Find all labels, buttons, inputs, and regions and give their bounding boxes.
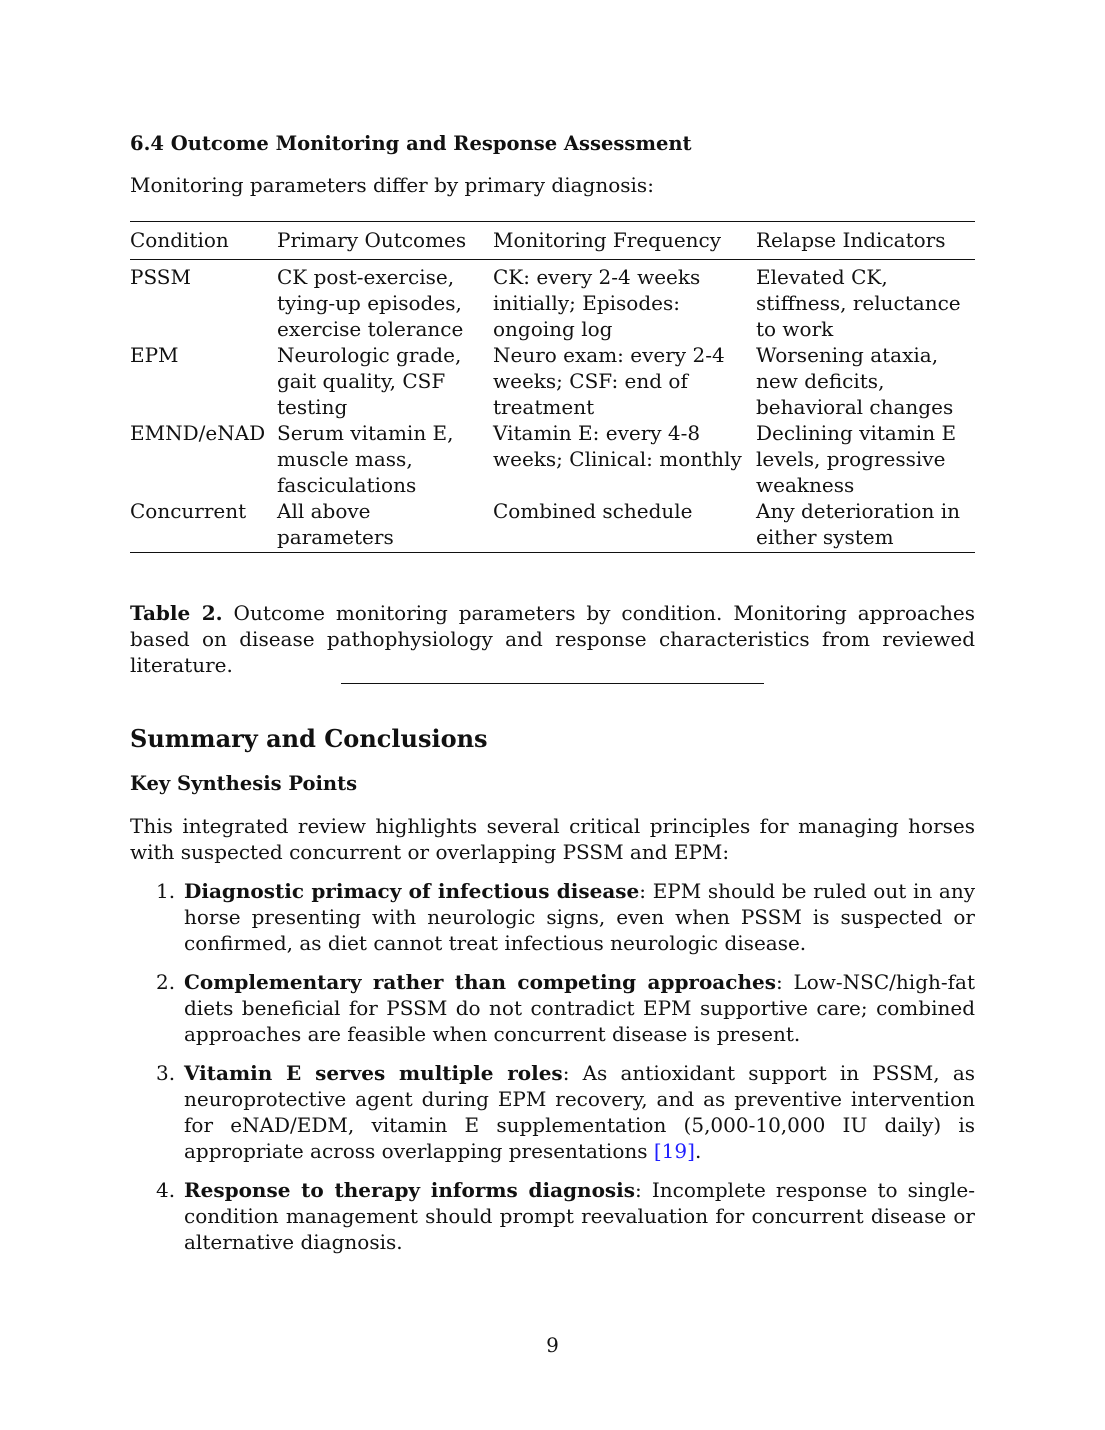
column-header-relapse-indicators: Relapse Indicators bbox=[756, 222, 975, 260]
column-header-monitoring-frequency: Monitoring Frequency bbox=[493, 222, 756, 260]
table-cell: All above parameters bbox=[277, 498, 493, 553]
table-cell: Elevated CK, stiffness, reluctance to work bbox=[756, 265, 961, 341]
table-cell: Worsening ataxia, new deficits, behavioral changes bbox=[756, 343, 954, 419]
table-row bbox=[130, 420, 975, 498]
point-heading: Complementary rather than competing approaches bbox=[184, 970, 776, 994]
caption-label: Table 2. bbox=[130, 601, 223, 625]
summary-paragraph: This integrated review highlights several critical principles for managing horses with suspected concurrent or overlapping PSSM and EPM: bbox=[130, 814, 975, 864]
table-cell: CK post-exercise, tying-up episodes, exercise tolerance bbox=[277, 265, 464, 341]
point-text: : EPM should be ruled out in any horse presenting with neurologic signs, even when PSSM is suspected or confirmed, as diet cannot treat infectious neurologic disease. bbox=[184, 879, 975, 955]
point-heading: Response to therapy informs diagnosis bbox=[184, 1178, 636, 1202]
point-text: : Incomplete response to single-condition management should prompt reevaluation for concurrent disease or alternative diagnosis. bbox=[184, 1178, 975, 1254]
section-title: Summary and Conclusions bbox=[130, 724, 488, 753]
column-header-primary-outcomes: Primary Outcomes bbox=[277, 222, 493, 260]
table-caption bbox=[130, 600, 975, 678]
table-cell: Vitamin E: every 4-8 weeks; Clinical: monthly bbox=[493, 421, 742, 471]
point-heading: Vitamin E serves multiple roles bbox=[184, 1061, 563, 1085]
point-text-end: . bbox=[694, 1139, 702, 1163]
table-cell: Concurrent bbox=[130, 498, 277, 553]
table-cell: PSSM bbox=[130, 265, 191, 289]
table-cell: EMND/eNAD bbox=[130, 421, 266, 445]
list-number: 4. bbox=[156, 1178, 176, 1202]
list-number: 2. bbox=[156, 970, 176, 994]
table-cell: CK: every 2-4 weeks initially; Episodes: ongoing log bbox=[493, 265, 701, 341]
intro-text: Monitoring parameters differ by primary diagnosis: bbox=[130, 173, 654, 197]
table-row bbox=[130, 260, 975, 343]
list-item bbox=[130, 1060, 975, 1164]
citation-link[interactable]: [19] bbox=[653, 1139, 695, 1163]
list-item bbox=[130, 878, 975, 956]
subsection-heading: Key Synthesis Points bbox=[130, 772, 358, 795]
table-row bbox=[130, 498, 975, 553]
caption-text: Outcome monitoring parameters by condition. Monitoring approaches based on disease pathophysiology and response characteristics from reviewed literature. bbox=[130, 601, 975, 677]
list-item bbox=[130, 969, 975, 1047]
table-cell: Serum vitamin E, muscle mass, fasciculations bbox=[277, 421, 454, 497]
list-item bbox=[130, 1177, 975, 1255]
table-cell: Neuro exam: every 2-4 weeks; CSF: end of treatment bbox=[493, 343, 725, 419]
table-cell: Any deterioration in either system bbox=[756, 498, 975, 553]
table-header-row bbox=[130, 222, 975, 260]
table-cell: Combined schedule bbox=[493, 498, 756, 553]
synthesis-points-list bbox=[130, 878, 975, 1268]
point-text: : Low-NSC/high-fat diets beneficial for PSSM do not contradict EPM supportive care; combined approaches are feasible when concurrent disease is present. bbox=[184, 970, 975, 1046]
section-divider bbox=[341, 683, 764, 684]
table-cell: Declining vitamin E levels, progressive weakness bbox=[756, 421, 957, 497]
point-heading: Diagnostic primacy of infectious disease bbox=[184, 879, 640, 903]
column-header-condition: Condition bbox=[130, 222, 277, 260]
page-number: 9 bbox=[546, 1333, 559, 1357]
table-row bbox=[130, 342, 975, 420]
list-number: 1. bbox=[156, 879, 176, 903]
point-text: : As antioxidant support in PSSM, as neuroprotective agent during EPM recovery, and as preventive intervention for eNAD/EDM, vitamin E supplementation (5,000-10,000 IU daily) is appropriate across overlapping presentations bbox=[184, 1061, 976, 1163]
table-cell: Neurologic grade, gait quality, CSF testing bbox=[277, 343, 462, 419]
subsection-title: 6.4 Outcome Monitoring and Response Assessment bbox=[130, 132, 692, 155]
list-number: 3. bbox=[156, 1061, 176, 1085]
table-cell: EPM bbox=[130, 343, 179, 367]
monitoring-table bbox=[130, 221, 975, 553]
